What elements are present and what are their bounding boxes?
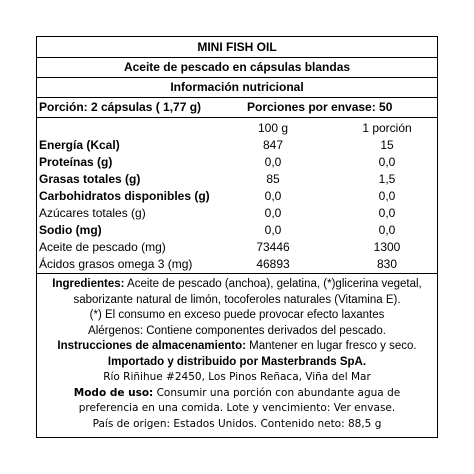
- ingredients-label: Ingredientes:: [52, 278, 125, 290]
- portion-row: [37, 97, 437, 118]
- nutrient-portion: 0,0: [378, 155, 396, 169]
- table-row: [37, 223, 437, 240]
- table-row: [37, 138, 437, 155]
- product-title: MINI FISH OIL: [197, 40, 277, 54]
- subtitle-row: [37, 57, 437, 78]
- nutrient-per100: 46893: [256, 257, 290, 271]
- nutrient-name: Ácidos grasos omega 3 (mg): [39, 257, 193, 271]
- table-row: [37, 240, 437, 257]
- usage-line-2: preferencia en una comida. Lote y vencimiento: Ver envase.: [78, 402, 396, 414]
- nutrient-per100: 0,0: [264, 155, 282, 169]
- nutrient-name: Energía (Kcal): [39, 138, 120, 152]
- table-row: [37, 189, 437, 206]
- ingredients-text: Aceite de pescado (anchoa), gelatina, (*)glicerina vegetal,: [124, 278, 422, 290]
- title-row: [37, 37, 437, 58]
- nutrient-per100: 85: [266, 172, 280, 186]
- table-row: [37, 206, 437, 223]
- ingredients-line-2: saborizante natural de limón, tocoferoles naturales (Vitamina E).: [73, 293, 401, 306]
- address-text: Río Riñihue #2450, Los Pinos Reñaca, Viña del Mar: [103, 371, 371, 383]
- product-subtitle: Aceite de pescado en cápsulas blandas: [123, 60, 351, 74]
- usage-label: Modo de uso:: [73, 386, 154, 399]
- importer-text: Importado y distribuido por Masterbrands SpA.: [107, 355, 367, 368]
- laxative-warning: (*) El consumo en exceso puede provocar efecto laxantes: [89, 309, 385, 321]
- usage-line: [37, 386, 437, 402]
- nutrient-portion: 0,0: [378, 206, 396, 220]
- usage-text: Consumir una porción con abundante agua de: [153, 386, 401, 399]
- column-header-row: [37, 121, 437, 137]
- nutrient-per100: 0,0: [264, 223, 282, 237]
- section-row: [37, 77, 437, 98]
- nutrient-portion: 830: [376, 257, 398, 271]
- storage-text: Mantener en lugar fresco y seco.: [245, 340, 417, 352]
- nutrient-per100: 0,0: [264, 206, 282, 220]
- table-row: [37, 172, 437, 189]
- column-header-100g: 100 g: [257, 121, 289, 135]
- section-heading: Información nutricional: [170, 80, 304, 94]
- nutrient-name: Proteínas (g): [39, 155, 113, 169]
- storage-label: Instrucciones de almacenamiento:: [57, 340, 246, 352]
- nutrient-name: Sodio (mg): [39, 223, 102, 237]
- nutrient-portion: 1300: [373, 240, 401, 254]
- nutrition-label: [36, 36, 438, 438]
- nutrient-name: Azúcares totales (g): [39, 206, 146, 220]
- nutrient-portion: 0,0: [378, 223, 396, 237]
- column-header-portion: 1 porción: [362, 121, 412, 135]
- nutrient-table: [37, 117, 437, 274]
- nutrient-name: Aceite de pescado (mg): [39, 240, 166, 254]
- nutrient-per100: 0,0: [264, 189, 282, 203]
- allergens-text: Alérgenos: Contiene componentes derivados del pescado.: [88, 324, 386, 337]
- portion-size: Porción: 2 cápsulas ( 1,77 g): [39, 100, 202, 114]
- storage-line: [37, 339, 437, 355]
- origin-text: País de origen: Estados Unidos. Contenido neto: 88,5 g: [92, 417, 382, 430]
- nutrient-portion: 0,0: [378, 189, 396, 203]
- nutrient-name: Carbohidratos disponibles (g): [39, 189, 210, 203]
- ingredients-block: [37, 277, 437, 432]
- portions-per-container: Porciones por envase: 50: [247, 100, 393, 114]
- table-row: [37, 257, 437, 274]
- nutrient-portion: 15: [380, 138, 394, 152]
- table-row: [37, 155, 437, 172]
- nutrient-per100: 73446: [256, 240, 290, 254]
- nutrient-per100: 847: [262, 138, 284, 152]
- ingredients-line: [37, 277, 437, 293]
- nutrient-name: Grasas totales (g): [39, 172, 141, 186]
- nutrient-portion: 1,5: [378, 172, 396, 186]
